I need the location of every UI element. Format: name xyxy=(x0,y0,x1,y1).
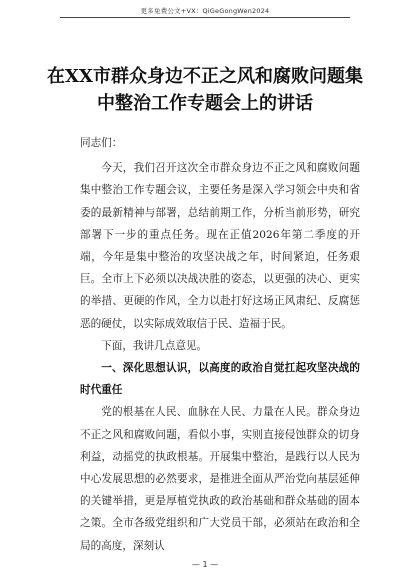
transition-paragraph: 下面，我讲几点意见。 xyxy=(101,339,208,352)
title-line-2: 中整治工作专题会上的讲话 xyxy=(97,93,313,114)
section-1-paragraph: 党的根基在人民、血脉在人民、力量在人民。群众身边不正之风和腐败问题，看似小事，实则直接侵蚀群众的切身利益，动摇党的执政根基。开展集中整治，是践行以人民为中心发展思想的必然要求，是推进全面从严治党向基层延伸的关键举措，更是厚植党执政的政治基础和群众基础的固本之策。全市各级党组织和广大党员干部，必须站在政治和全局的高度，深刻认 xyxy=(80,406,360,552)
opening-paragraph: 今天，我们召开这次全市群众身边不正之风和腐败问题集中整治工作专题会议，主要任务是深入学习领会中央和省委的最新精神与部署，总结前期工作，分析当前形势，研究部署下一步的重点任务。现在正值2026年第二季度的开端，今年是集中整治的攻坚决战之年，时间紧迫，任务艰巨。全市上下必须以决战决胜的姿态，以更强的决心、更实的举措、更硬的作风，全力以赴打好这场正风肃纪、反腐惩恶的硬仗，以实际成效取信于民、造福于民。 xyxy=(80,162,360,330)
page-number: — 1 — xyxy=(191,560,219,569)
header-divider xyxy=(60,17,350,18)
document-body xyxy=(80,132,360,557)
document-title xyxy=(40,63,370,117)
salutation: 同志们： xyxy=(80,137,123,149)
header-note: 更多免费公文+VX：QiGeGongWen2024 xyxy=(140,7,270,15)
title-line-1: 在XX市群众身边不正之风和腐败问题集 xyxy=(47,66,363,87)
section-heading-1: 一、深化思想认识，以高度的政治自觉扛起攻坚决战的时代重任 xyxy=(80,362,360,397)
